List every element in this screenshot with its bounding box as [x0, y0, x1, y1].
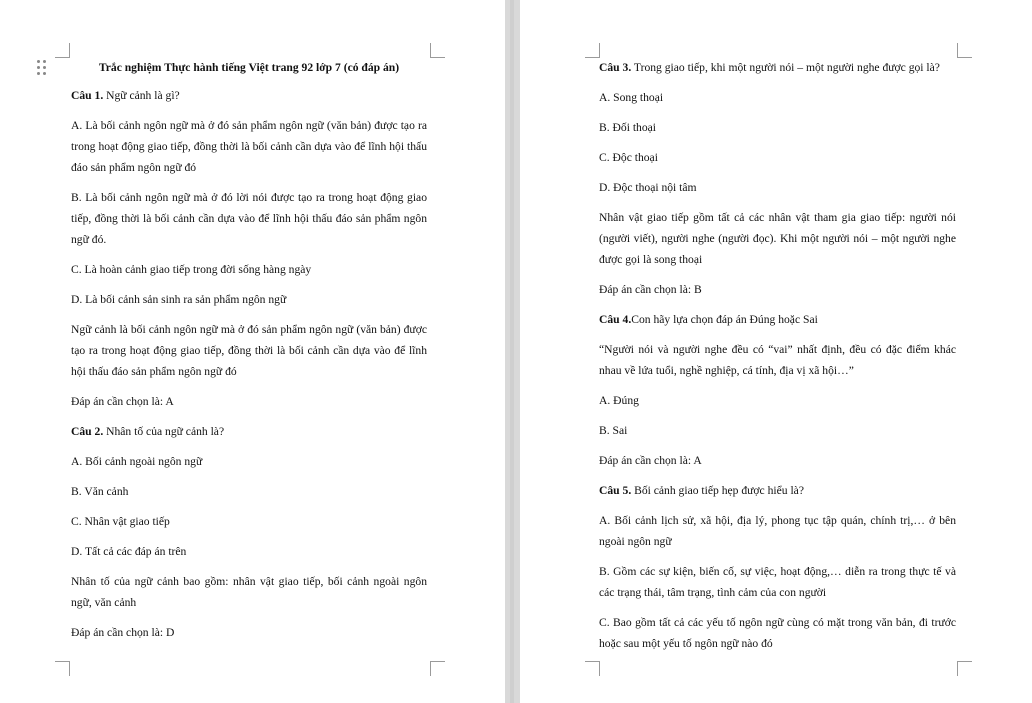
crop-mark-bottom-right	[957, 661, 972, 676]
explanation: Ngữ cảnh là bối cảnh ngôn ngữ mà ở đó sản phẩm ngôn ngữ (văn bản) được tạo ra trong hoạt động giao tiếp, đồng thời là bối cảnh cần dựa vào để lĩnh hội thấu đáo sản phẩm ngôn ngữ đó	[71, 323, 427, 378]
page-divider	[510, 0, 514, 703]
option-d: D. Là bối cảnh sản sinh ra sản phẩm ngôn ngữ	[71, 293, 287, 306]
question-label: Câu 5.	[599, 484, 632, 497]
option-a: A. Là bối cảnh ngôn ngữ mà ở đó sản phẩm ngôn ngữ (văn bản) được tạo ra trong hoạt động giao tiếp, đồng thời là bối cảnh cần dựa vào để lĩnh hội thấu đáo sản phẩm ngôn ngữ đó	[71, 119, 427, 174]
crop-mark-top-right	[957, 43, 972, 58]
crop-mark-top-left	[585, 43, 600, 58]
question-5	[599, 480, 956, 501]
option-b: B. Sai	[599, 424, 628, 437]
option-a: A. Bối cảnh ngoài ngôn ngữ	[71, 455, 203, 468]
option-c: C. Là hoàn cảnh giao tiếp trong đời sống hàng ngày	[71, 263, 312, 276]
crop-mark-bottom-left	[55, 661, 70, 676]
question-text: Con hãy lựa chọn đáp án Đúng hoặc Sai	[631, 313, 818, 326]
option-a: A. Bối cảnh lịch sử, xã hội, địa lý, phong tục tập quán, chính trị,… ở bên ngoài ngôn ngữ	[599, 514, 956, 548]
crop-mark-bottom-left	[585, 661, 600, 676]
right-page-content[interactable]	[599, 57, 956, 663]
crop-mark-bottom-right	[430, 661, 445, 676]
question-4	[599, 309, 956, 330]
question-text: Bối cảnh giao tiếp hẹp được hiểu là?	[631, 484, 804, 497]
question-text: Ngữ cảnh là gì?	[103, 89, 180, 102]
option-d: D. Độc thoại nội tâm	[599, 181, 697, 194]
table-move-handle-icon[interactable]	[37, 60, 47, 76]
question-label: Câu 4.	[599, 313, 632, 326]
crop-mark-top-left	[55, 43, 70, 58]
document-title: Trắc nghiệm Thực hành tiếng Việt trang 92 lớp 7 (có đáp án)	[98, 61, 400, 74]
explanation: Nhân tố của ngữ cảnh bao gồm: nhân vật giao tiếp, bối cảnh ngoài ngôn ngữ, văn cảnh	[71, 575, 427, 609]
answer: Đáp án cần chọn là: A	[71, 395, 174, 408]
crop-mark-top-right	[430, 43, 445, 58]
explanation: Nhân vật giao tiếp gồm tất cả các nhân vật tham gia giao tiếp: người nói (người viết), người nghe (người đọc). Khi một người nói – một người nghe được gọi là song thoại	[599, 211, 956, 266]
left-page-content[interactable]	[71, 57, 427, 652]
question-2	[71, 421, 427, 442]
answer: Đáp án cần chọn là: A	[599, 454, 702, 467]
question-label: Câu 2.	[71, 425, 104, 438]
option-a: A. Song thoại	[599, 91, 664, 104]
question-label: Câu 3.	[599, 61, 632, 74]
option-a: A. Đúng	[599, 394, 639, 407]
quote: “Người nói và người nghe đều có “vai” nhất định, đều có đặc điểm khác nhau về lứa tuổi, nghề nghiệp, cá tính, địa vị xã hội…”	[599, 343, 956, 377]
answer: Đáp án cần chọn là: D	[71, 626, 175, 639]
option-b: B. Văn cảnh	[71, 485, 129, 498]
question-1	[71, 85, 427, 106]
question-3	[599, 57, 956, 78]
question-label: Câu 1.	[71, 89, 104, 102]
option-c: C. Nhân vật giao tiếp	[71, 515, 170, 528]
question-text: Nhân tố của ngữ cảnh là?	[103, 425, 225, 438]
option-b: B. Đối thoại	[599, 121, 657, 134]
option-c: C. Bao gồm tất cả các yếu tố ngôn ngữ cùng có mặt trong văn bản, đi trước hoặc sau một yếu tố ngôn ngữ nào đó	[599, 616, 956, 650]
answer: Đáp án cần chọn là: B	[599, 283, 702, 296]
option-d: D. Tất cả các đáp án trên	[71, 545, 187, 558]
option-b: B. Là bối cảnh ngôn ngữ mà ở đó lời nói được tạo ra trong hoạt động giao tiếp, đồng thời là bối cảnh cần dựa vào để lĩnh hội thấu đáo sản phẩm ngôn ngữ đó.	[71, 191, 427, 246]
option-c: C. Độc thoại	[599, 151, 658, 164]
question-text: Trong giao tiếp, khi một người nói – một người nghe được gọi là?	[631, 61, 940, 74]
option-b: B. Gồm các sự kiện, biến cố, sự việc, hoạt động,… diễn ra trong thực tế và các trạng thái, tâm trạng, tình cảm của con người	[599, 565, 956, 599]
